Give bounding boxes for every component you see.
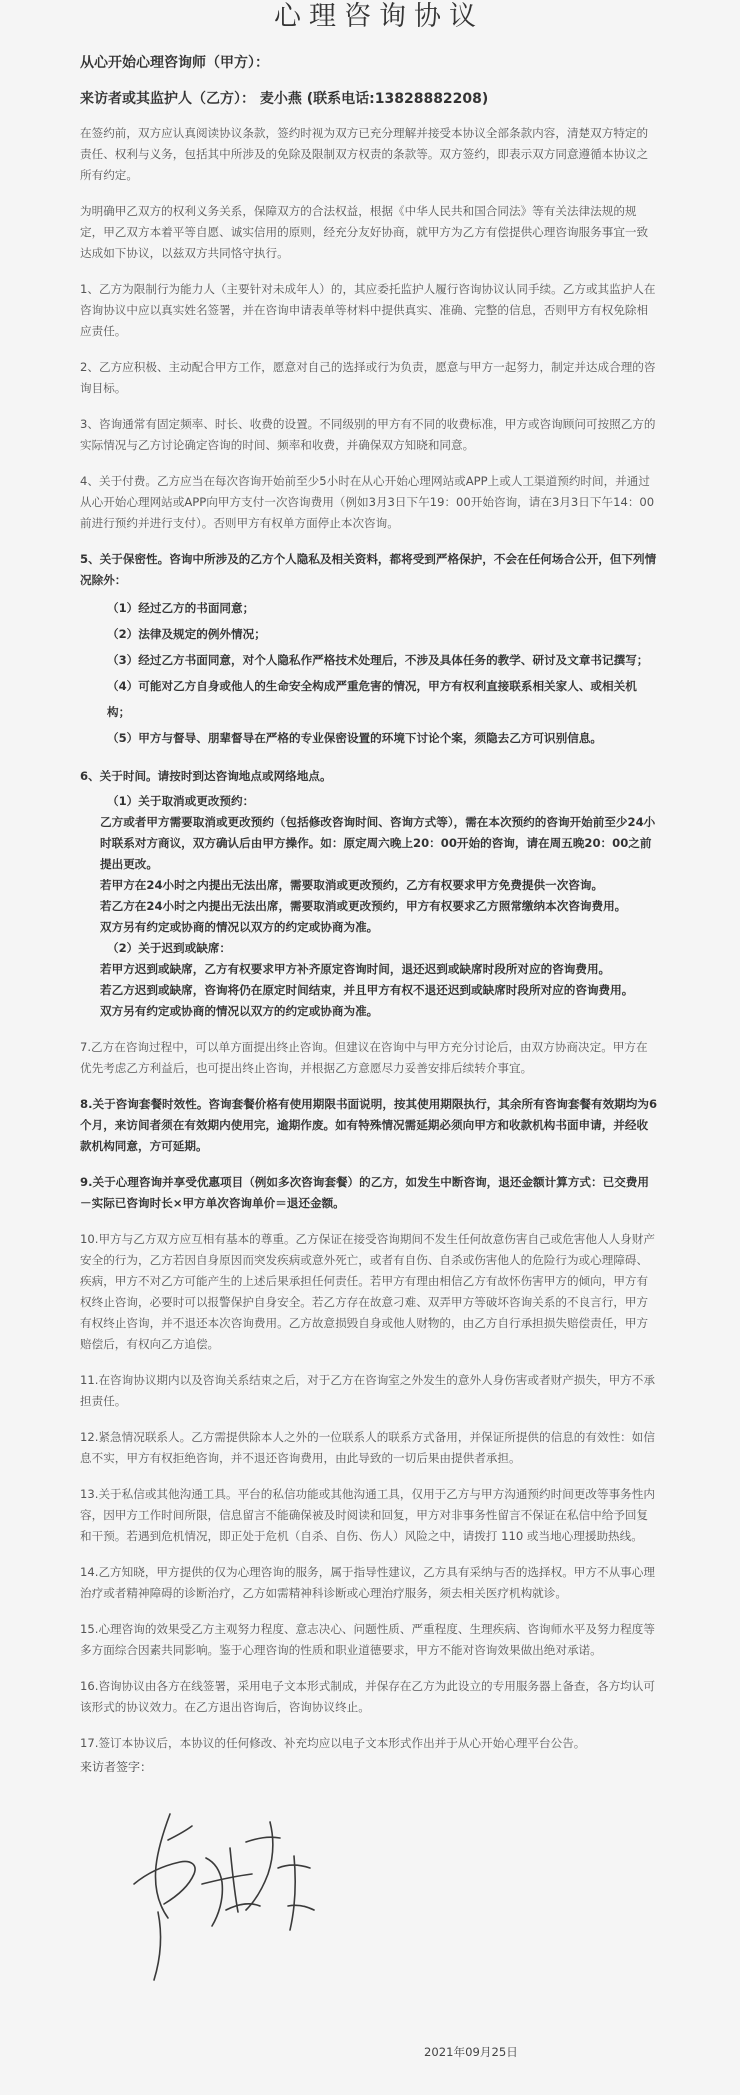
clause-6-sub2-line: 双方另有约定或协商的情况以双方的约定或协商为准。	[100, 1004, 379, 1018]
clause-6-sub2-line: 若乙方迟到或缺席，咨询将仍在原定时间结束，并且甲方有权不退还迟到或缺席时段所对应的咨询费用。	[100, 983, 634, 997]
clause-5-item: （3）经过乙方书面同意，对个人隐私作严格技术处理后，不涉及具体任务的教学、研讨及文章书记撰写；	[107, 653, 649, 667]
clause-6-sub1-text: 乙方或者甲方需要取消或更改预约（包括修改咨询时间、咨询方式等），需在本次预约的咨询开始前至少24小时联系对方商议，双方确认后由甲方操作。如：原定周六晚上20：00开始的咨询，请在周五晚20：00之前提出更改。	[100, 815, 656, 871]
clause-5-item: （4）可能对乙方自身或他人的生命安全构成严重危害的情况，甲方有权利直接联系相关家人、或相关机构；	[107, 679, 637, 719]
clause-3: 3、咨询通常有固定频率、时长、收费的设置。不同级别的甲方有不同的收费标准，甲方或咨询顾问可按照乙方的实际情况与乙方讨论确定咨询的时间、频率和收费，并确保双方知晓和同意。	[80, 417, 656, 452]
clause-1: 1、乙方为限制行为能力人（主要针对未成年人）的，其应委托监护人履行咨询协议认同手续。乙方或其监护人在咨询协议中应以真实姓名签署，并在咨询申请表单等材料中提供真实、准确、完整的信息，否则甲方有权免除相应责任。	[80, 282, 656, 338]
party-a-line: 从心开始心理咨询师（甲方）：	[80, 55, 269, 71]
clause-9: 9.关于心理咨询并享受优惠项目（例如多次咨询套餐）的乙方，如发生中断咨询，退还金额计算方式：已交费用－实际已咨询时长×甲方单次咨询单价＝退还金额。	[80, 1175, 649, 1210]
party-b-line: 来访者或其监护人（乙方）： 麦小燕 (联系电话:13828882208)	[80, 91, 489, 107]
clause-13: 13.关于私信或其他沟通工具。平台的私信功能或其他沟通工具，仅用于乙方与甲方沟通预约时间更改等事务性内容，因甲方工作时间所限，信息留言不能确保被及时阅读和回复，甲方对非事务性留言不保证在私信中给予回复和干预。若遇到危机情况，即正处于危机（自杀、自伤、伤人）风险之中，请拨打 110 或当地心理援助热线。	[80, 1487, 655, 1543]
clause-6-sub2-title: （2）关于迟到或缺席：	[107, 941, 232, 955]
clause-6-sub1-title: （1）关于取消或更改预约：	[107, 794, 255, 808]
clause-15: 15.心理咨询的效果受乙方主观努力程度、意志决心、问题性质、严重程度、生理疾病、咨询师水平及努力程度等多方面综合因素共同影响。鉴于心理咨询的性质和职业道德要求，甲方不能对咨询效果做出绝对承诺。	[80, 1622, 655, 1657]
handwritten-signature	[128, 1808, 338, 1988]
clause-7: 7.乙方在咨询过程中，可以单方面提出终止咨询。但建议在咨询中与甲方充分讨论后，由双方协商决定。甲方在优先考虑乙方利益后，也可提出终止咨询，并根据乙方意愿尽力妥善安排后续转介事宜。	[80, 1040, 648, 1075]
clause-6-block	[80, 766, 658, 1022]
intro-paragraph-2: 为明确甲乙双方的权利义务关系，保障双方的合法权益，根据《中华人民共和国合同法》等有关法律法规的规定，甲乙双方本着平等自愿、诚实信用的原则，经充分友好协商，就甲方为乙方有偿提供心理咨询服务事宜一致达成如下协议，以兹双方共同恪守执行。	[80, 204, 649, 260]
clause-4: 4、关于付费。乙方应当在每次咨询开始前至少5小时在从心开始心理网站或APP上或人工渠道预约时间，并通过从心开始心理网站或APP向甲方支付一次咨询费用（例如3月3日下午19：00开始咨询，请在3月3日下午14：00前进行预约并进行支付）。否则甲方有权单方面停止本次咨询。	[80, 474, 655, 530]
clause-5-block	[80, 549, 658, 751]
clause-6-sub2-line: 若甲方迟到或缺席，乙方有权要求甲方补齐原定咨询时间，退还迟到或缺席时段所对应的咨询费用。	[100, 962, 611, 976]
clause-14: 14.乙方知晓，甲方提供的仅为心理咨询的服务，属于指导性建议，乙方具有采纳与否的选择权。甲方不从事心理治疗或者精神障碍的诊断治疗，乙方如需精神科诊断或心理治疗服务，须去相关医疗机构就诊。	[80, 1565, 655, 1600]
clause-12: 12.紧急情况联系人。乙方需提供除本人之外的一位联系人的联系方式备用，并保证所提供的信息的有效性：如信息不实，甲方有权拒绝咨询，并不退还咨询费用，由此导致的一切后果由提供者承担。	[80, 1430, 655, 1465]
signature-label: 来访者签字：	[80, 1760, 153, 1774]
intro-paragraph-1: 在签约前，双方应认真阅读协议条款，签约时视为双方已充分理解并接受本协议全部条款内容，清楚双方特定的责任、权利与义务，包括其中所涉及的免除及限制双方权责的条款等。双方签约，即表示双方同意遵循本协议之所有约定。	[80, 126, 649, 182]
clause-6-sub1-line: 双方另有约定或协商的情况以双方的约定或协商为准。	[100, 920, 379, 934]
clause-8: 8.关于咨询套餐时效性。咨询套餐价格有使用期限书面说明，按其使用期限执行，其余所有咨询套餐有效期均为6个月，来访间者须在有效期内使用完，逾期作废。如有特殊情况需延期必须向甲方和收款机构书面申请，并经收款机构同意，方可延期。	[80, 1097, 658, 1153]
clause-10: 10.甲方与乙方双方应互相有基本的尊重。乙方保证在接受咨询期间不发生任何故意伤害自己或危害他人人身财产安全的行为，乙方若因自身原因而突发疾病或意外死亡，或者有自伤、自杀或伤害他人的危险行为或心理障碍、疾病，甲方不对乙方可能产生的上述后果承担任何责任。若甲方有理由相信乙方有故怀伤害甲方的倾向，甲方有权终止咨询，必要时可以报警保护自身安全。若乙方存在故意刁难、双弄甲方等破坏咨询关系的不良言行，甲方有权终止咨询，并不退还本次咨询费用。乙方故意损毁自身或他人财物的，由乙方自行承担损失赔偿责任，甲方赔偿后，有权向乙方追偿。	[80, 1232, 655, 1351]
signing-date: 2021年09月25日	[424, 2045, 518, 2059]
clause-5: 5、关于保密性。咨询中所涉及的乙方个人隐私及相关资料，都将受到严格保护，不会在任何场合公开，但下列情况除外：	[80, 552, 657, 587]
clause-6-sub1-line: 若甲方在24小时之内提出无法出席，需要取消或更改预约，乙方有权要求甲方免费提供一次咨询。	[100, 878, 604, 892]
clause-16: 16.咨询协议由各方在线签署，采用电子文本形式制成，并保存在乙方为此设立的专用服务器上备查，各方均认可该形式的协议效力。在乙方退出咨询后，咨询协议终止。	[80, 1679, 655, 1714]
document-title: 心理咨询协议	[274, 1, 484, 32]
clause-6-sub1-line: 若乙方在24小时之内提出无法出席，需要取消或更改预约，甲方有权要求乙方照常缴纳本次咨询费用。	[100, 899, 627, 913]
clause-11: 11.在咨询协议期内以及咨询关系结束之后，对于乙方在咨询室之外发生的意外人身伤害或者财产损失，甲方不承担责任。	[80, 1373, 655, 1408]
agreement-body	[80, 123, 658, 1769]
clause-5-item: （2）法律及规定的例外情况；	[107, 627, 266, 641]
clause-2: 2、乙方应积极、主动配合甲方工作，愿意对自己的选择或行为负责，愿意与甲方一起努力，制定并达成合理的咨询目标。	[80, 360, 656, 395]
clause-17: 17.签订本协议后，本协议的任何修改、补充均应以电子文本形式作出并于从心开始心理平台公告。	[80, 1736, 586, 1750]
clause-6: 6、关于时间。请按时到达咨询地点或网络地点。	[80, 769, 332, 783]
clause-5-item: （5）甲方与督导、朋辈督导在严格的专业保密设置的环境下讨论个案，须隐去乙方可识别信息。	[107, 731, 603, 745]
clause-5-item: （1）经过乙方的书面同意；	[107, 601, 255, 615]
